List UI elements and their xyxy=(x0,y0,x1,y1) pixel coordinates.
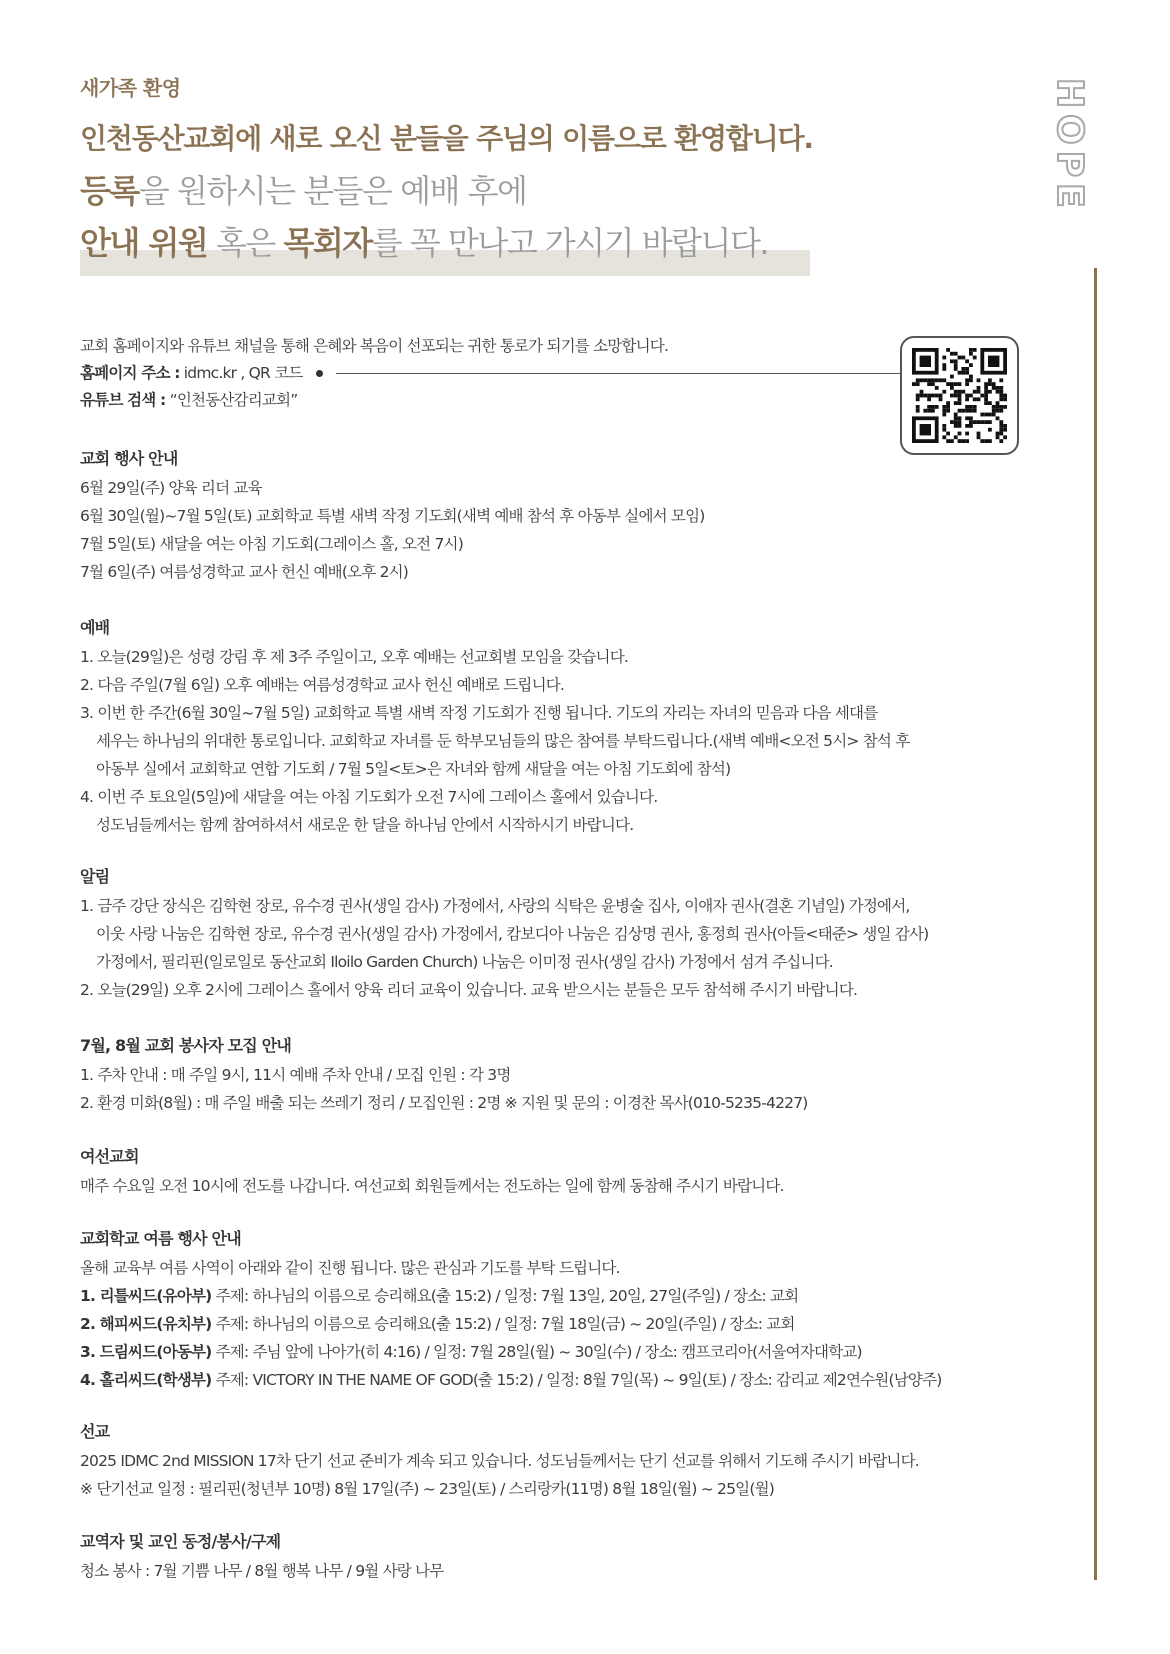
volunteer-line: 2. 환경 미화(8월) : 매 주일 배출 되는 쓰레기 정리 / 모집인원 : 2명 ※ 지원 및 문의 : 이경찬 목사(010-5235-4227) xyxy=(80,1094,808,1112)
events-title: 교회 행사 안내 xyxy=(80,449,178,468)
welcome-subline-1 xyxy=(80,166,526,212)
school-section xyxy=(80,1225,942,1394)
school-item xyxy=(80,1282,942,1310)
homepage-label: 홈페이지 주소 : xyxy=(80,364,180,382)
mission-section xyxy=(80,1418,919,1503)
worship-line: 4. 이번 주 토요일(5일)에 새달을 여는 아침 기도회가 오전 7시에 그레이스 홀에서 있습니다. xyxy=(80,788,658,806)
school-item xyxy=(80,1310,942,1338)
intro-line: 교회 홈페이지와 유튜브 채널을 통해 은혜와 복음이 선포되는 귀한 통로가 되기를 소망합니다. xyxy=(80,337,669,355)
welcome-headline: 인천동산교회에 새로 오신 분들을 주님의 이름으로 환영합니다. xyxy=(80,122,813,155)
school-item-detail: 주제: 주님 앞에 나아가(히 4:16) / 일정: 7월 28일(월) ~ 30일(수) / 장소: 캠프코리아(서울여자대학교) xyxy=(211,1343,862,1361)
worship-line: 3. 이번 한 주간(6월 30일~7월 5일) 교회학교 특별 새벽 작정 기도회가 진행 됩니다. 기도의 자리는 자녀의 믿음과 다음 세대를 xyxy=(80,704,878,722)
event-item: 6월 29일(주) 양육 리더 교육 xyxy=(80,479,262,497)
subline-1-text: 을 원하시는 분들은 예배 후에 xyxy=(138,172,527,210)
school-item xyxy=(80,1338,942,1366)
worship-line: 세우는 하나님의 위대한 통로입니다. 교회학교 자녀를 둔 학부모님들의 많은 참여를 부탁드립니다.(새벽 예배<오전 5시> 참석 후 xyxy=(96,732,910,750)
school-item xyxy=(80,1366,942,1394)
mission-title: 선교 xyxy=(80,1422,110,1441)
school-item-detail: 주제: 하나님의 이름으로 승리해요(출 15:2) / 일정: 7월 18일(금) ~ 20일(주일) / 장소: 교회 xyxy=(211,1315,795,1333)
register-emphasis: 등록 xyxy=(80,172,139,210)
mission-line: 2025 IDMC 2nd MISSION 17차 단기 선교 준비가 계속 되고 있습니다. 성도님들께서는 단기 선교를 위해서 기도해 주시기 바랍니다. xyxy=(80,1452,919,1470)
staff-section xyxy=(80,1528,443,1585)
subline-2-text: 를 꼭 만나고 가시기 바랍니다. xyxy=(371,224,769,262)
school-item-detail: 주제: VICTORY IN THE NAME OF GOD(출 15:2) / 일정: 8월 7일(목) ~ 9일(토) / 장소: 감리교 제2연수원(남양주) xyxy=(211,1371,942,1389)
staff-title: 교역자 및 교인 동정/봉사/구제 xyxy=(80,1532,281,1551)
women-mission-section xyxy=(80,1143,784,1200)
staff-line: 청소 봉사 : 7월 기쁨 나무 / 8월 행복 나무 / 9월 사랑 나무 xyxy=(80,1562,444,1580)
school-item-name: 2. 해피씨드(유치부) xyxy=(80,1315,212,1333)
event-item: 6월 30일(월)~7월 5일(토) 교회학교 특별 새벽 작정 기도회(새벽 예배 참석 후 아동부 실에서 모임) xyxy=(80,507,705,525)
side-label: HOPE xyxy=(1049,78,1090,214)
school-title: 교회학교 여름 행사 안내 xyxy=(80,1229,241,1248)
pastor-emphasis: 목회자 xyxy=(283,224,372,262)
connector-dot xyxy=(316,370,323,377)
youtube-value: “인천동산감리교회” xyxy=(165,391,298,409)
event-item: 7월 5일(토) 새달을 여는 아침 기도회(그레이스 홀, 오전 7시) xyxy=(80,535,463,553)
notice-section xyxy=(80,863,928,1004)
volunteer-section xyxy=(80,1032,808,1117)
connector-line xyxy=(336,373,901,374)
qr-code[interactable] xyxy=(900,336,1019,455)
events-section xyxy=(80,445,705,586)
volunteer-line: 1. 주차 안내 : 매 주일 9시, 11시 예배 주차 안내 / 모집 인원 : 각 3명 xyxy=(80,1066,511,1084)
subline-2-mid: 혹은 xyxy=(207,224,284,262)
school-item-name: 3. 드림씨드(아동부) xyxy=(80,1343,212,1361)
worship-line: 1. 오늘(29일)은 성령 강림 후 제 3주 주일이고, 오후 예배는 선교회별 모임을 갖습니다. xyxy=(80,648,629,666)
school-item-name: 4. 홀리씨드(학생부) xyxy=(80,1371,212,1389)
youtube-row xyxy=(80,387,668,414)
qr-code-icon xyxy=(912,348,1007,443)
notice-line: 1. 금주 강단 장식은 김학현 장로, 유수경 권사(생일 감사) 가정에서, 사랑의 식탁은 윤병술 집사, 이애자 권사(결혼 기념일) 가정에서, xyxy=(80,897,910,915)
notice-title: 알림 xyxy=(80,867,110,886)
school-item-name: 1. 리틀씨드(유아부) xyxy=(80,1287,212,1305)
worship-line: 성도님들께서는 함께 참여하셔서 새로운 한 달을 하나님 안에서 시작하시기 바랍니다. xyxy=(96,816,634,834)
worship-section xyxy=(80,614,909,839)
worship-line: 아동부 실에서 교회학교 연합 기도회 / 7월 5일<토>은 자녀와 함께 새달을 여는 아침 기도회에 참석) xyxy=(96,760,731,778)
section-eyebrow: 새가족 환영 xyxy=(80,76,181,100)
youtube-label: 유튜브 검색 : xyxy=(80,391,166,409)
notice-line: 이웃 사랑 나눔은 김학현 장로, 유수경 권사(생일 감사) 가정에서, 캄보디아 나눔은 김상명 권사, 홍정희 권사(아들<태준> 생일 감사) xyxy=(96,925,929,943)
welcome-subline-2 xyxy=(80,218,768,264)
school-intro: 올해 교육부 여름 사역이 아래와 같이 진행 됩니다. 많은 관심과 기도를 부탁 드립니다. xyxy=(80,1259,620,1277)
guide-emphasis: 안내 위원 xyxy=(80,224,208,262)
event-item: 7월 6일(주) 여름성경학교 교사 헌신 예배(오후 2시) xyxy=(80,563,409,581)
mission-line: ※ 단기선교 일정 : 필리핀(청년부 10명) 8월 17일(주) ~ 23일(토) / 스리랑카(11명) 8월 18일(월) ~ 25일(월) xyxy=(80,1480,774,1498)
notice-line: 가정에서, 필리핀(일로일로 동산교회 Iloilo Garden Church) 나눔은 이미정 권사(생일 감사) 가정에서 섬겨 주십니다. xyxy=(96,953,833,971)
worship-title: 예배 xyxy=(80,618,110,637)
worship-line: 2. 다음 주일(7월 6일) 오후 예배는 여름성경학교 교사 헌신 예배로 드립니다. xyxy=(80,676,565,694)
side-divider xyxy=(1094,268,1097,1580)
volunteer-title: 7월, 8월 교회 봉사자 모집 안내 xyxy=(80,1036,292,1055)
women-mission-line: 매주 수요일 오전 10시에 전도를 나갑니다. 여선교회 회원들께서는 전도하는 일에 함께 동참해 주시기 바랍니다. xyxy=(80,1177,784,1195)
school-item-detail: 주제: 하나님의 이름으로 승리해요(출 15:2) / 일정: 7월 13일, 20일, 27일(주일) / 장소: 교회 xyxy=(211,1287,799,1305)
homepage-value[interactable]: idmc.kr , QR 코드 xyxy=(179,364,303,382)
women-mission-title: 여선교회 xyxy=(80,1147,139,1166)
notice-line: 2. 오늘(29일) 오후 2시에 그레이스 홀에서 양육 리더 교육이 있습니다. 교육 받으시는 분들은 모두 참석해 주시기 바랍니다. xyxy=(80,981,858,999)
